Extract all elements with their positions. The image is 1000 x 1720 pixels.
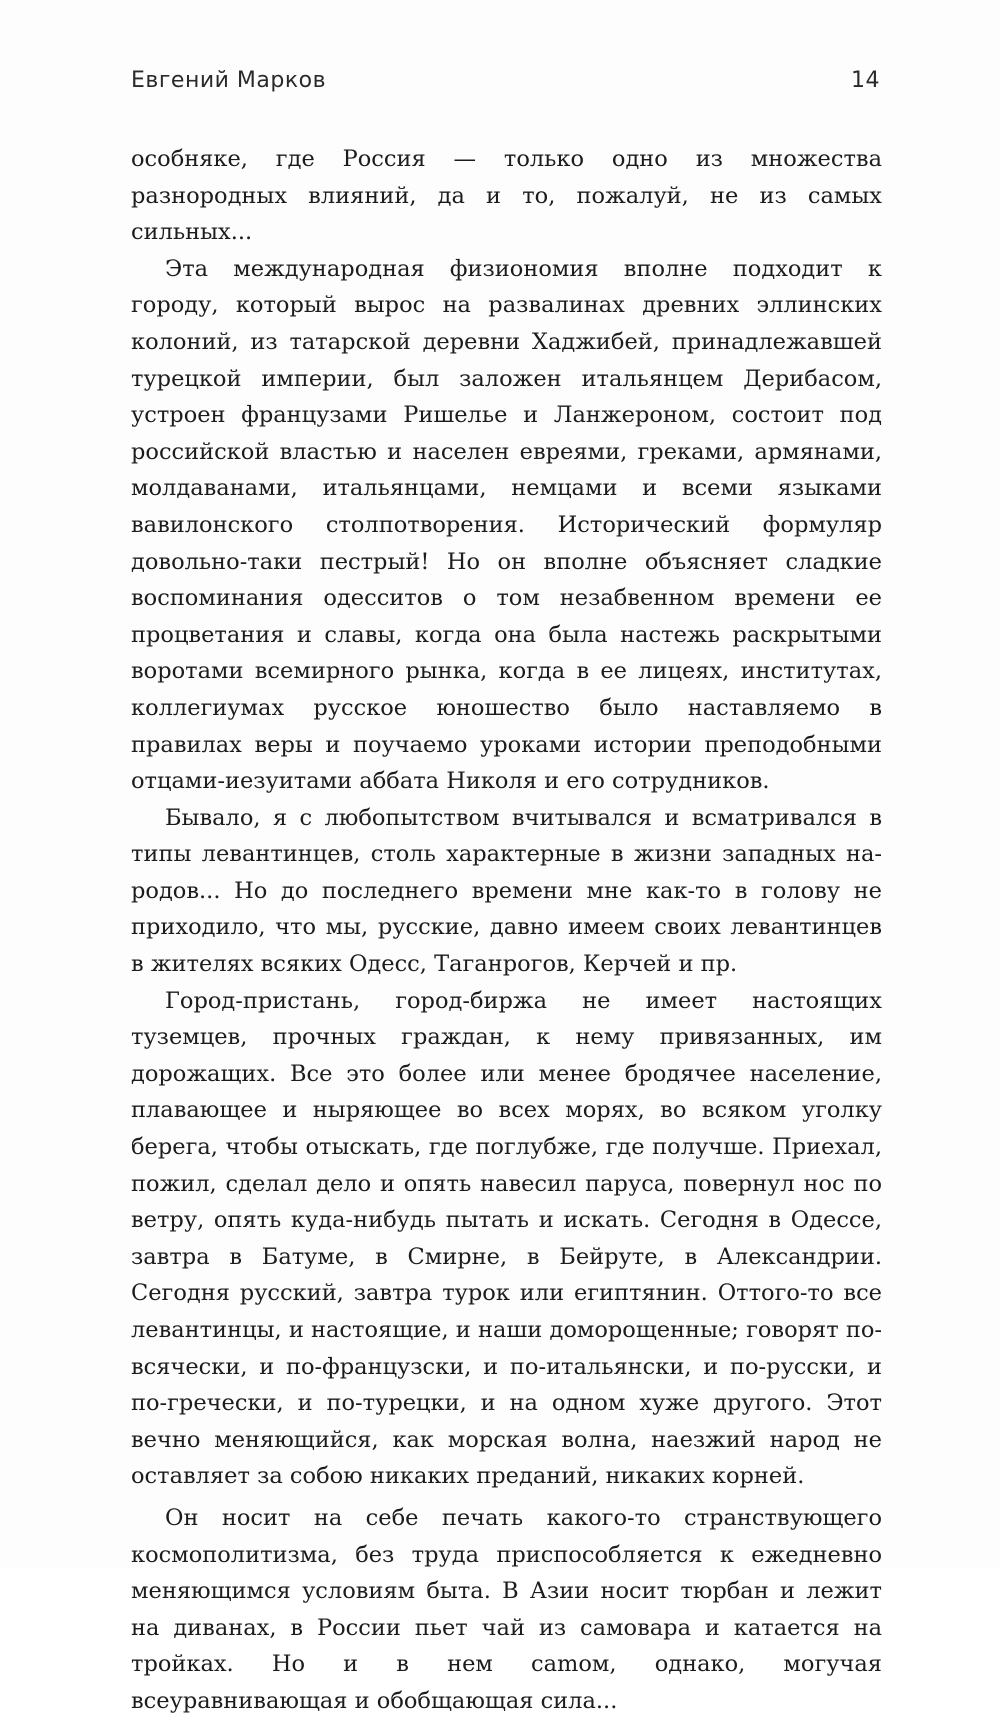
- paragraph: Город-пристань, город-биржа не имеет настоящих туземцев, прочных граждан, к нему привязанных, им дорожащих. Все это более или менее бродячее население, плавающее и ныряющее во всех морях, во всяком уголку берега, чтобы отыскать, где поглубже, где получше. Приехал, пожил, сделал дело и опять навесил паруса, повернул нос по ветру, опять куда-нибудь пытать и искать. Сегодня в Одессе, завтра в Батуме, в Смирне, в Бейруте, в Александрии. Сегодня русский, завтра турок или египтянин. Оттого-то все левантинцы, и настоящие, и наши доморощенные; говорят по-всячески, и по-французски, и по-итальянски, и по-русски, и по-гречески, и по-турецки, и на одном хуже другого. Этот вечно меняющийся, как морская волна, наезжий народ не оставляет за собою никаких преданий, никаких корней.: [131, 987, 882, 1490]
- paragraph: Бывало, я с любопытством вчитывался и всматривался в типы левантинцев, столь характерные в жизни западных народов... Но до последнего времени мне как-то в голову не приходило, что мы, русские, давно имеем своих левантинцев в жителях всяких Одесс, Таганрогов, Керчей и пр.: [131, 804, 882, 978]
- author-name: Евгений Марков: [131, 68, 327, 93]
- paragraph: особняке, где Россия — только одно из множества разнородных влияний, да и то, пожалуй, не из самых сильных...: [131, 146, 882, 246]
- paragraph: Эта международная физиономия вполне подходит к городу, который вырос на развалинах древних эллинских колоний, из татарской деревни Хаджибей, принадлежавшей турецкой империи, был заложен итальянцем Дерибасом, устроен французами Ришелье и Ланжероном, состоит под российской властью и населен евреями, греками, армянами, молдаванами, итальянцами, немцами и всеми языками вавилонского столпотворения. Исторический формуляр довольно-таки пестрый! Но он вполне объясняет сладкие воспоминания одесситов о том незабвенном времени ее процветания и славы, когда она была настежь раскрытыми воротами всемирного рынка, когда в ее лицеях, институтах, коллегиумах русское юношество было наставляемо в правилах веры и поучаемо уроками истории преподобными отцами-иезуитами аббата Николя и его сотрудников.: [131, 255, 882, 795]
- page-number: 14: [851, 68, 880, 93]
- running-header: [131, 68, 880, 108]
- body-text: [131, 141, 882, 1720]
- paragraph: Он носит на себе печать какого-то странствующего космополитизма, без труда приспособляется к ежедневно меняющимся условиям быта. В Азии носит тюрбан и лежит на диванах, в России пьет чай из самовара и катается на тройках. Но и в нем саmом, однако, могучая всеуравнивающая и обобщающая сила...: [131, 1504, 882, 1714]
